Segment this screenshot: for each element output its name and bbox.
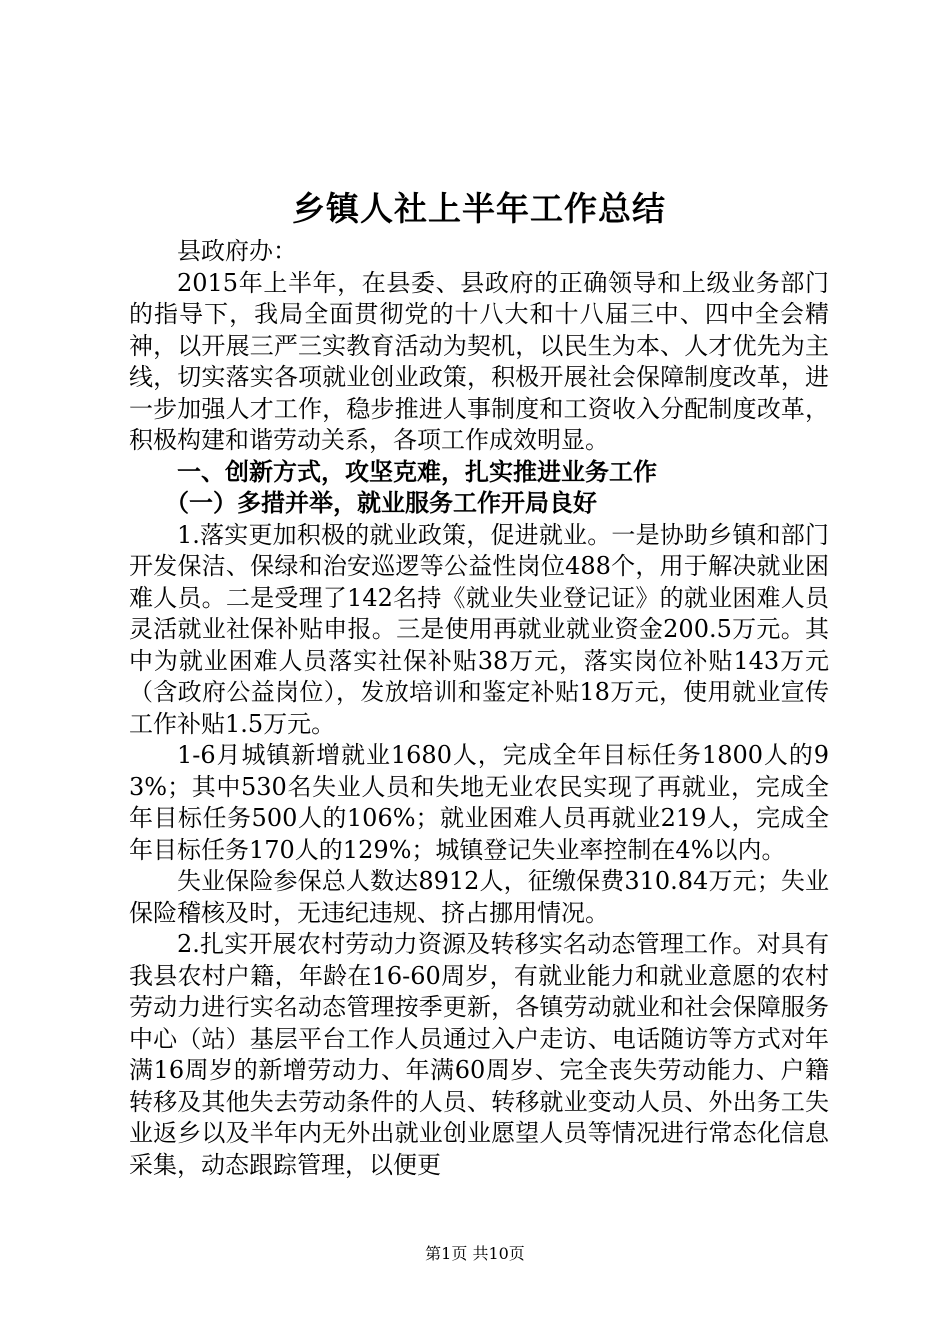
page-number: 第1页 共10页 xyxy=(425,1244,525,1263)
document-body xyxy=(129,186,829,1181)
addressee: 县政府办： xyxy=(177,237,297,265)
paragraph-unemployment-insurance: 失业保险参保总人数达8912人，征缴保费310.84万元；失业保险稽核及时，无违纪违规、挤占挪用情况。 xyxy=(129,867,829,927)
document-title: 乡镇人社上半年工作总结 xyxy=(292,189,666,228)
paragraph-employment-policy: 1.落实更加积极的就业政策，促进就业。一是协助乡镇和部门开发保洁、保绿和治安巡逻等公益性岗位488个，用于解决就业困难人员。二是受理了142名持《就业失业登记证》的就业困难人员灵活就业社保补贴申报。三是使用再就业就业资金200.5万元。其中为就业困难人员落实社保补贴38万元，落实岗位补贴143万元（含政府公益岗位），发放培训和鉴定补贴18万元，使用就业宣传工作补贴1.5万元。 xyxy=(129,520,829,738)
intro-paragraph: 2015年上半年，在县委、县政府的正确领导和上级业务部门的指导下，我局全面贯彻党的十八大和十八届三中、四中全会精神，以开展三严三实教育活动为契机，以民生为本、人才优先为主线，切实落实各项就业创业政策，积极开展社会保障制度改革，进一步加强人才工作，稳步推进人事制度和工资收入分配制度改革，积极构建和谐劳动关系，各项工作成效明显。 xyxy=(129,268,829,454)
section-heading: 一、创新方式，攻坚克难，扎实推进业务工作 xyxy=(177,457,657,486)
paragraph-employment-figures: 1-6月城镇新增就业1680人，完成全年目标任务1800人的93%；其中530名失业人员和失地无业农民实现了再就业，完成全年目标任务500人的106%；就业困难人员再就业219人，完成全年目标任务170人的129%；城镇登记失业率控制在4%以内。 xyxy=(129,741,829,864)
paragraph-rural-labor: 2.扎实开展农村劳动力资源及转移实名动态管理工作。对具有我县农村户籍，年龄在16-60周岁，有就业能力和就业意愿的农村劳动力进行实名动态管理按季更新，各镇劳动就业和社会保障服务中心（站）基层平台工作人员通过入户走访、电话随访等方式对年满16周岁的新增劳动力、年满60周岁、完全丧失劳动能力、户籍转移及其他失去劳动条件的人员、转移就业变动人员、外出务工失业返乡以及半年内无外出就业创业愿望人员等情况进行常态化信息采集，动态跟踪管理，以便更 xyxy=(129,930,829,1179)
subsection-heading: （一）多措并举，就业服务工作开局良好 xyxy=(165,489,597,517)
